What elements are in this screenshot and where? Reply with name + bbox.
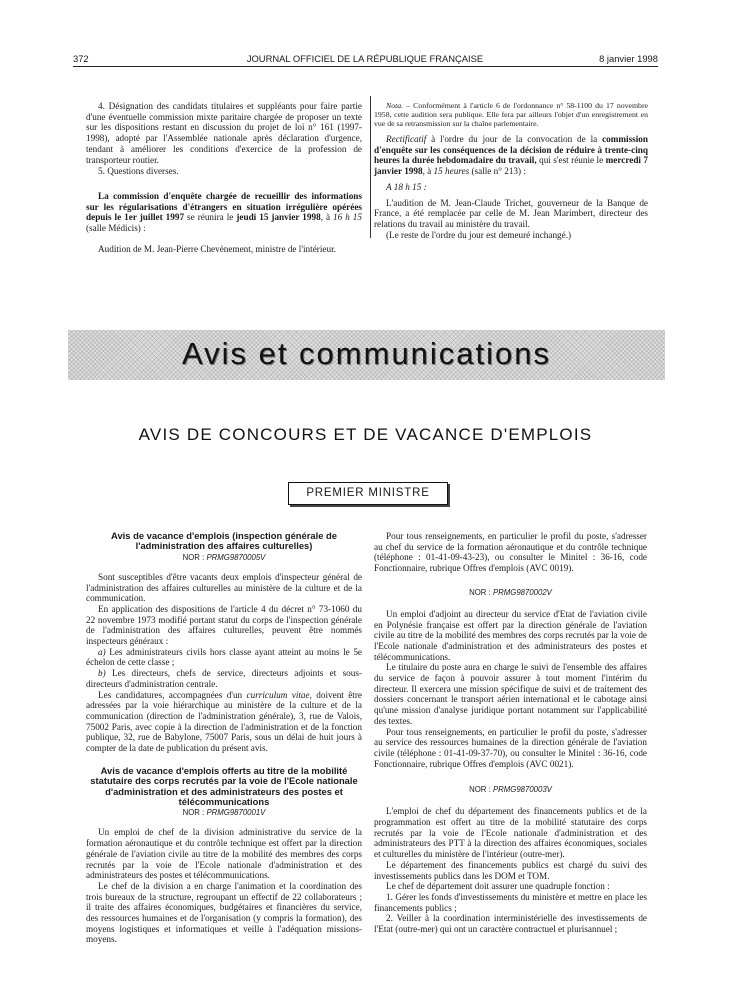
journal-title: JOURNAL OFFICIEL DE LA RÉPUBLIQUE FRANÇAISE (246, 53, 484, 64)
list-label: b) (98, 668, 106, 679)
commission-text: se réunira le (184, 212, 237, 223)
nor-prefix: NOR : (182, 808, 205, 818)
page-number: 372 (73, 53, 89, 64)
header-rule (73, 66, 658, 67)
paragraph-text: Les candidatures, accompagnées d'un (98, 689, 247, 700)
commission-time: 16 h 15 (333, 212, 362, 223)
agenda-item-5: 5. Questions diverses. (98, 166, 179, 177)
commission-day: jeudi 15 janvier 1998 (236, 212, 321, 223)
nor-prefix: NOR : (182, 552, 205, 562)
nota-note (374, 101, 648, 128)
paragraph-italic: curriculum vitae, (246, 689, 312, 700)
commission-audition: Audition de M. Jean-Pierre Chevènement, ministre de l'intérieur. (98, 243, 336, 254)
paragraph: En application des dispositions de l'article 4 du décret n° 73-1060 du 22 novembre 1973 modifié portant statut du corps de l'inspection générale de l'administration des affaires culturelles, peuvent être nommés inspecteurs généraux : (86, 603, 362, 647)
rectificatif-time: 15 heures (433, 166, 470, 177)
rectificatif-notice (374, 134, 648, 177)
paragraph: Pour tous renseignements, en particulier le profil du poste, s'adresser au chef du service de la formation aéronautique et du contrôle technique (téléphone : 01-41-09-43-23), ou consulter le Minitel : 36-16, code Fonctionnaire, rubrique Offres d'emplois (AVC 0019). (374, 531, 647, 574)
issue-date: 8 janvier 1998 (599, 53, 658, 64)
rectificatif-text: , à (422, 166, 434, 177)
nor-reference (374, 588, 647, 597)
agenda-unchanged: (Le reste de l'ordre du jour est demeuré inchangé.) (386, 229, 572, 240)
avis-banner (68, 330, 665, 380)
paragraph: Un emploi de chef de la division administrative du service de la formation aéronautique et du contrôle technique est offert par la direction générale de l'aviation civile au titre de la mobilité des membres des corps recrutés par la voie de l'Ecole nationale d'administration et des administrateurs des postes et télécommunications. (86, 827, 362, 881)
nor-code: PRMG9870005V (206, 552, 266, 562)
rectificatif-label: Rectificatif (386, 134, 427, 144)
notice-title-mobilite: Avis de vacance d'emplois offerts au titre de la mobilité statutaire des corps recrutés par la voie de l'Ecole nationale d'administration et des administrateurs des postes et télécommunications (90, 764, 358, 807)
notice-title-inspection: Avis de vacance d'emplois (inspection générale de l'administration des affaires culturelles) (111, 530, 337, 552)
nor-prefix: NOR : (469, 587, 491, 597)
list-text: Les administrateurs civils hors classe ayant atteint au moins le 5e échelon de cette classe ; (86, 646, 362, 668)
audition-time-label: A 18 h 15 : (386, 181, 427, 192)
rectificatif-commission: commission d'enquête sur les conséquences de la décision de réduire à trente-cinq heures la durée hebdomadaire du travail, (374, 134, 648, 166)
nor-code: PRMG9870001V (206, 808, 266, 818)
paragraph (86, 647, 362, 668)
paragraph: Le titulaire du poste aura en charge le suivi de l'ensemble des affaires du service de façon à pouvoir assurer à tout moment l'intérim du directeur. Il exercera une mission spécifique de suivi et de traitement des dossiers concernant le transport aérien international et le cabotage ainsi qu'une mission d'analyse juridique portant notamment sur l'applicabilité des textes. (374, 662, 647, 726)
list-text: Les directeurs, chefs de service, directeurs adjoints et sous-directeurs d'administration centrale. (86, 668, 362, 689)
nor-prefix: NOR : (469, 785, 491, 795)
list-label: a) (98, 646, 106, 657)
nor-reference (86, 553, 362, 562)
paragraph-text: doivent être adressées par la voie hiérarchique au ministère de la culture et de la communication (direction de l'administration générale), 3, rue de Valois, 75002 Paris, avec copie à la direction de l'administration et de la fonction publique, 32, rue de Babylone, 75007 Paris, sous un délai de huit jours à compter de la date de publication du présent avis. (86, 689, 362, 754)
audition-replacement: L'audition de M. Jean-Claude Trichet, gouverneur de la Banque de France, a été remplacée par celle de M. Jean Marimbert, directeur des relations du travail au ministère du travail. (374, 197, 648, 229)
paragraph: Un emploi d'adjoint au directeur du service d'Etat de l'aviation civile en Polynésie française est offert par la direction générale de l'aviation civile au titre de la mobilité des membres des corps recrutés par la voie de l'Ecole nationale d'administration et des administrateurs des postes et télécommunications. (374, 608, 647, 662)
paragraph: Le chef de département doit assurer une quadruple fonction : (386, 881, 610, 892)
commission-notice (86, 191, 362, 234)
section-title: AVIS DE CONCOURS ET DE VACANCE D'EMPLOIS (138, 425, 593, 444)
nor-code: PRMG9870003V (492, 785, 552, 795)
commission-name: La commission d'enquête chargée de recueillir des informations sur les régularisations d'étrangers en situation irrégulière opérées depuis le 1er juillet 1997 (86, 190, 362, 223)
lower-left-column (86, 531, 362, 945)
paragraph: Le département des financements publics est chargé du suivi des investissements publics dans les DOM et TOM. (374, 859, 647, 881)
top-left-column (86, 101, 362, 254)
banner-title: Avis et communications (181, 336, 552, 371)
ministry-box: PREMIER MINISTRE (288, 482, 448, 505)
nor-reference (374, 785, 647, 794)
commission-text: , à (320, 212, 334, 223)
rectificatif-text: à l'ordre du jour de la convocation de la (426, 134, 603, 144)
paragraph (86, 668, 362, 689)
commission-text: (salle Médicis) : (86, 223, 146, 234)
paragraph: L'emploi de chef du département des financements publics et de la programmation est offert au titre de la mobilité statutaire des corps recrutés par la voie de l'Ecole nationale d'administration et des administrateurs des PTT à la direction des affaires économiques, sociales et culturelles du ministère de l'intérieur (outre-mer). (374, 806, 647, 860)
paragraph: 1. Gérer les fonds d'investissements du ministère et mettre en place les financements publics ; (374, 891, 647, 913)
nota-label: Nota. (386, 101, 404, 110)
paragraph: Pour tous renseignements, en particulier le profil du poste, s'adresser au service des ressources humaines de la direction générale de l'aviation civile (téléphone : 01-41-09-37-70), ou consulter le Minitel : 36-16, code Fonctionnaire, rubrique Offres d'emplois (AVC 0021). (374, 726, 647, 769)
paragraph (86, 690, 362, 754)
nor-reference (86, 808, 362, 817)
top-right-column (374, 101, 648, 240)
nor-code: PRMG9870002V (492, 587, 552, 597)
rectificatif-text: qui s'est réunie le (536, 155, 606, 166)
lower-right-column (374, 531, 647, 935)
nota-text: – Conformément à l'article 6 de l'ordonnance n° 58-1100 du 17 novembre 1958, cette audition sera publique. Elle fera par ailleurs l'objet d'un enregistrement en vue de sa retransmission sur la chaîne parlementaire. (374, 101, 648, 128)
paragraph: Sont susceptibles d'être vacants deux emplois d'inspecteur général de l'administration des affaires culturelles au ministère de la culture et de la communication. (86, 571, 362, 604)
audition-time (374, 182, 648, 193)
column-divider (370, 96, 371, 238)
agenda-item-4: 4. Désignation des candidats titulaires et suppléants pour faire partie d'une éventuelle commission mixte paritaire chargée de proposer un texte sur les dispositions restant en discussion du projet de loi n° 161 (1997-1998), adopté par l'Assemblée nationale après déclaration d'urgence, tendant à améliorer les conditions d'exercice de la profession de transporteur routier. (86, 101, 362, 165)
rectificatif-text: (salle n° 213) : (469, 166, 526, 177)
paragraph: Le chef de la division a en charge l'animation et la coordination des trois bureaux de la structure, regroupant un effectif de 22 collaborateurs ; il traite des affaires économiques, budgétaires et financières du service, des ressources humaines et de l'organisation (y compris la formation), des moyens logistiques et informatiques et veille à l'adéquation missions-moyens. (86, 880, 362, 945)
rectificatif-day: mercredi 7 janvier 1998 (374, 155, 649, 177)
paragraph: 2. Veiller à la coordination interministérielle des investissements de l'Etat (outre-mer) qui ont un caractère contractuel et plurisannuel ; (374, 913, 647, 935)
